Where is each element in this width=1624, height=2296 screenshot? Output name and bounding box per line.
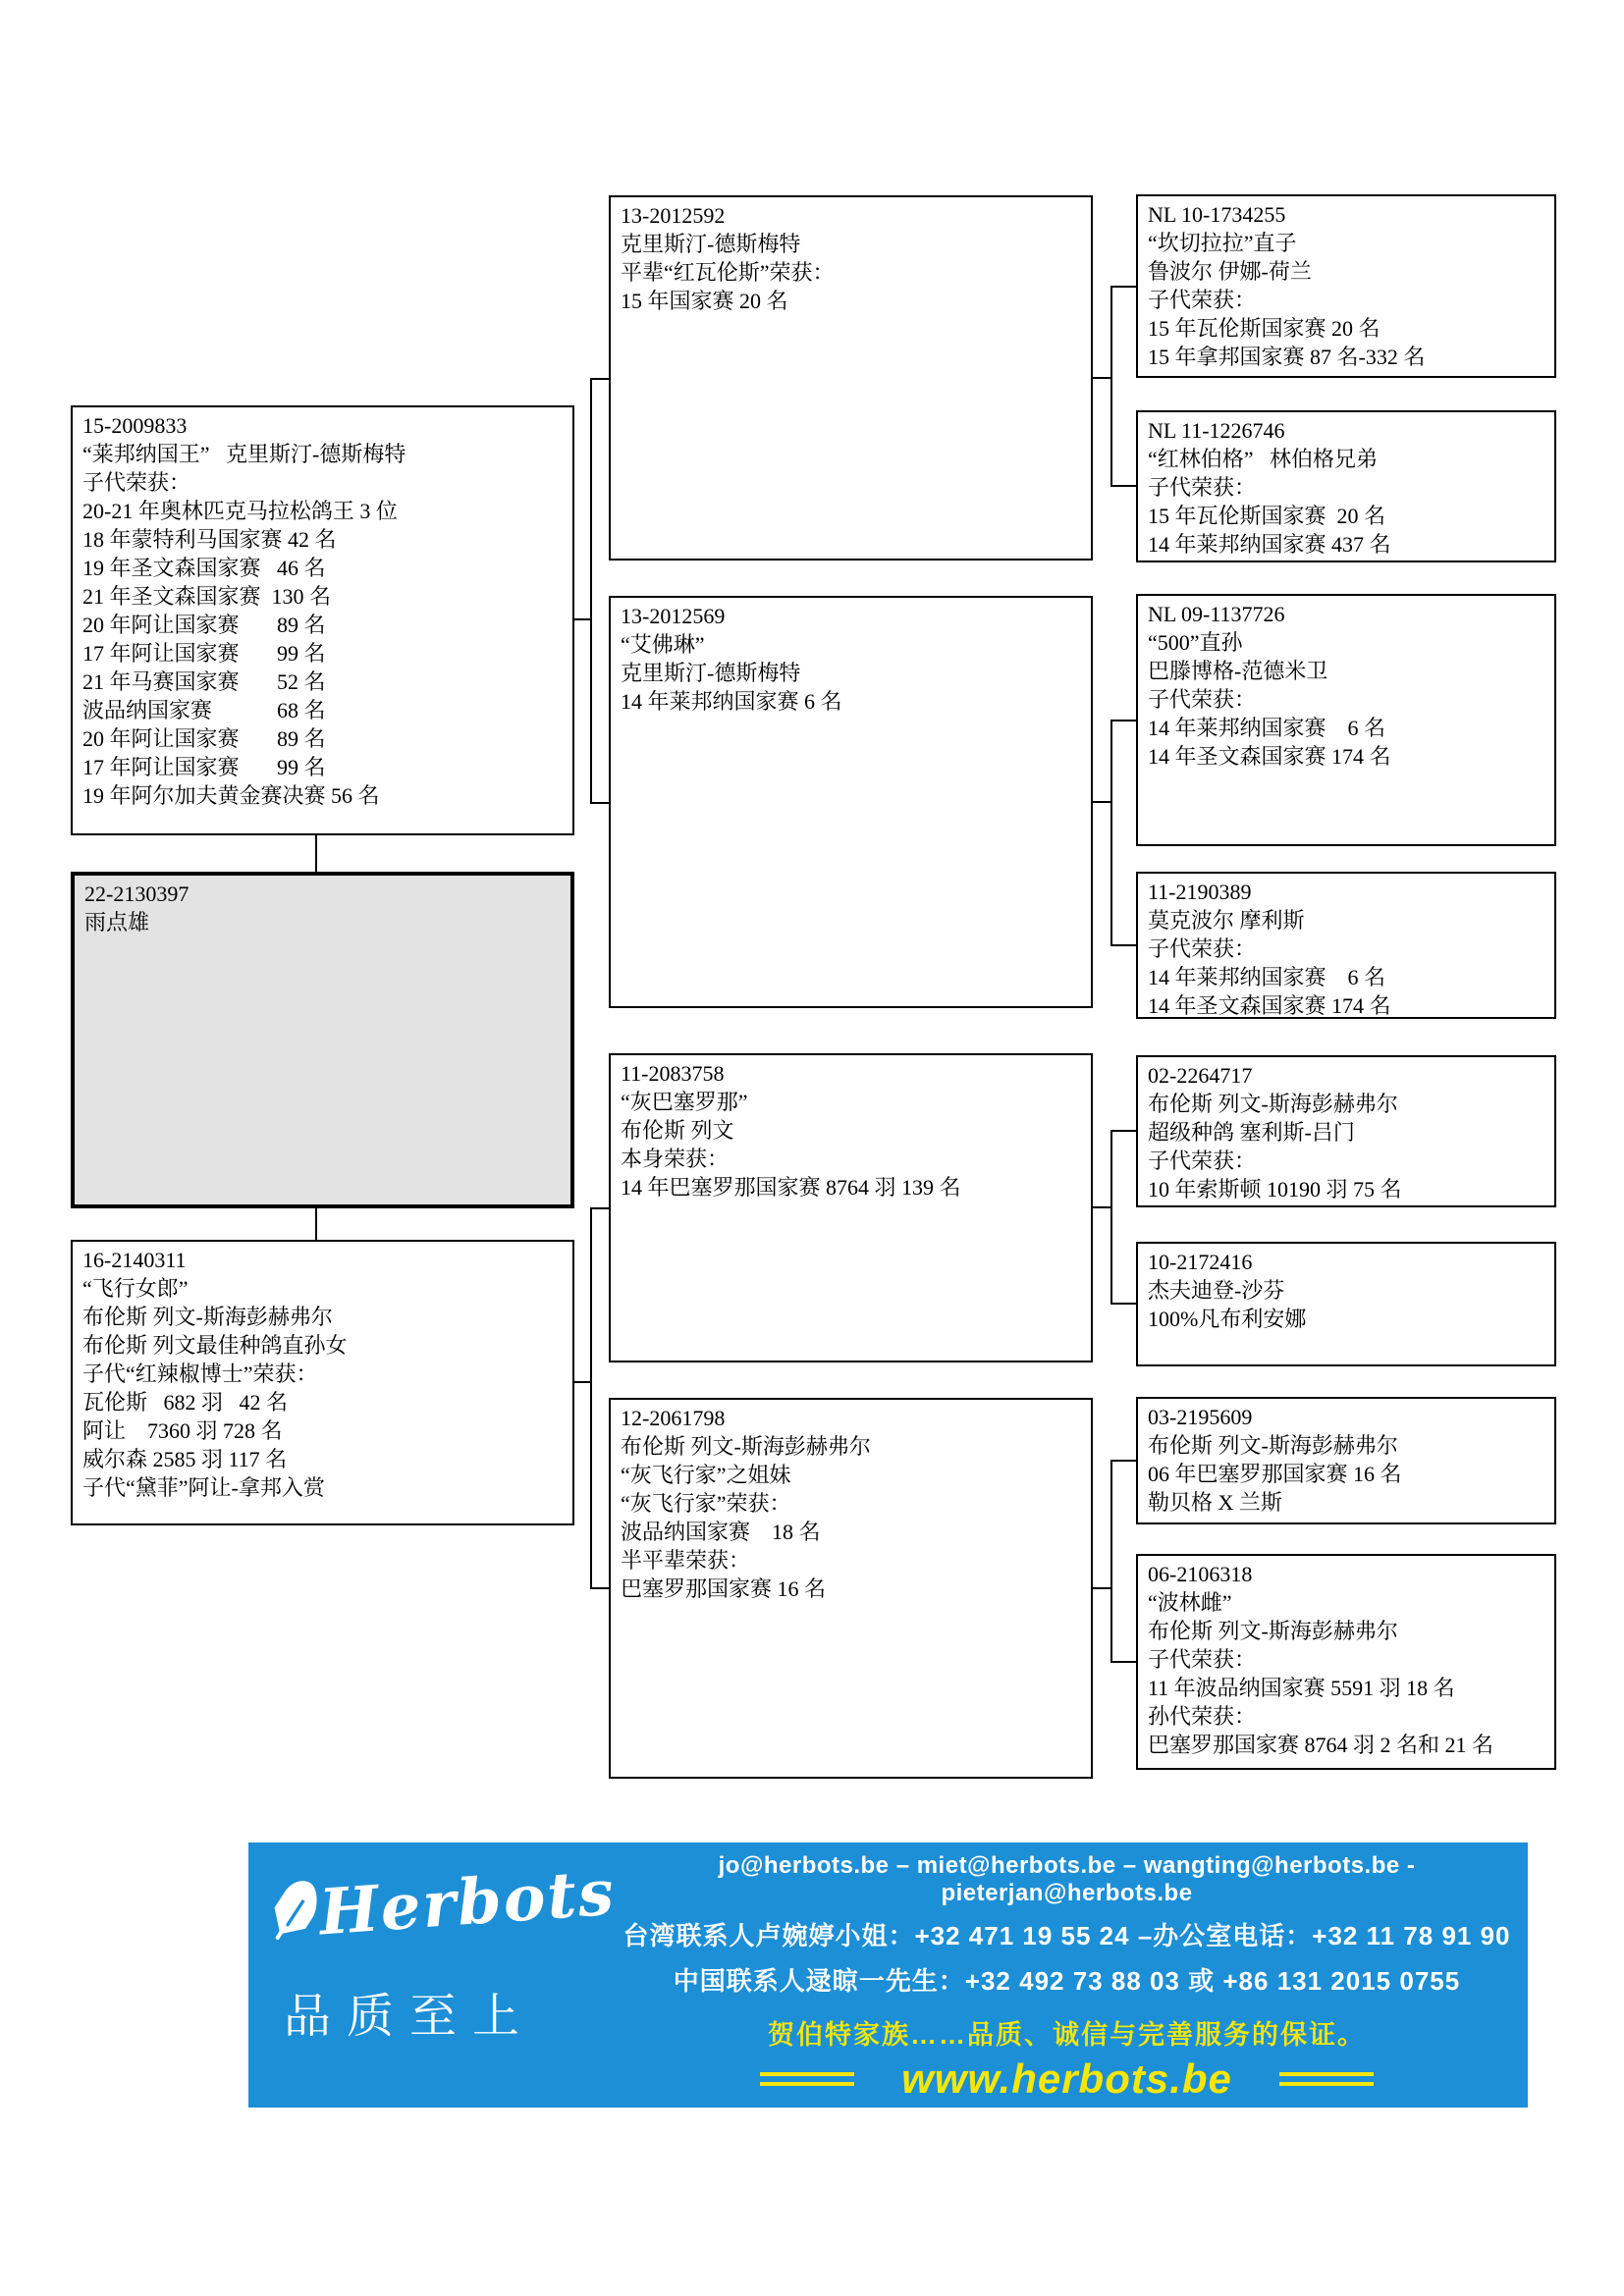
text-line: 平辈“红瓦伦斯”荣获：: [621, 260, 835, 285]
connector-line: [1093, 377, 1112, 379]
text-line: 14 年莱邦纳国家赛 6 名: [1148, 965, 1386, 989]
text-line: 子代荣获：: [1148, 1148, 1257, 1173]
text-line: 巴塞罗那国家赛 16 名: [621, 1576, 827, 1601]
connector-line: [1110, 1460, 1112, 1663]
connector-line: [1110, 286, 1136, 288]
text-line: 17 年阿让国家赛 99 名: [82, 641, 326, 666]
website-url[interactable]: www.herbots.be: [901, 2056, 1232, 2102]
text-line: 15 年瓦伦斯国家赛 20 名: [1148, 316, 1380, 341]
text-line: “灰飞行家”之姐妹: [621, 1463, 791, 1487]
text-line: 11-2190389: [1148, 880, 1252, 904]
text-line: 子代荣获：: [1148, 936, 1257, 961]
pedigree-box-granddam-maternal: [609, 1398, 1093, 1779]
connector-line: [1110, 1130, 1112, 1305]
text-line: “灰巴塞罗那”: [621, 1090, 748, 1114]
text-line: 22-2130397: [84, 881, 189, 906]
banner-url-row: [612, 2056, 1522, 2103]
connector-line: [315, 835, 317, 872]
text-line: 19 年圣文森国家赛 46 名: [82, 556, 326, 580]
text-line: “莱邦纳国王” 克里斯汀-德斯梅特: [82, 442, 406, 466]
text-line: “灰飞行家”荣获：: [621, 1491, 791, 1516]
text-line: 勒贝格 X 兰斯: [1148, 1490, 1282, 1515]
connector-line: [315, 1208, 317, 1240]
text-line: 02-2264717: [1148, 1063, 1253, 1088]
herbots-tagline: 品质至上: [284, 1991, 536, 2043]
text-line: 波品纳国家赛 68 名: [82, 698, 326, 722]
text-line: 20-21 年奥林匹克马拉松鸽王 3 位: [82, 499, 398, 523]
text-line: 14 年巴塞罗那国家赛 8764 羽 139 名: [621, 1175, 961, 1200]
pedigree-box-ggp3: [1136, 594, 1556, 846]
text-line: “波林雌”: [1148, 1590, 1232, 1615]
text-line: 威尔森 2585 羽 117 名: [82, 1447, 288, 1471]
connector-line: [1110, 720, 1112, 946]
text-line: 莫克波尔 摩利斯: [1148, 908, 1305, 933]
text-line: 瓦伦斯 682 羽 42 名: [82, 1390, 289, 1415]
pedigree-box-ggp5: [1136, 1055, 1556, 1207]
text-line: 21 年圣文森国家赛 130 名: [82, 584, 332, 609]
text-line: 布伦斯 列文-斯海彭赫弗尔: [1148, 1433, 1398, 1458]
text-line: 超级种鸽 塞利斯-吕门: [1148, 1120, 1355, 1145]
banner-contact-block: [612, 1852, 1522, 2103]
text-line: 10-2172416: [1148, 1250, 1253, 1274]
text-line: 14 年圣文森国家赛 174 名: [1148, 744, 1391, 769]
text-line: 克里斯汀-德斯梅特: [621, 232, 801, 256]
text-line: 100%凡布利安娜: [1148, 1307, 1307, 1331]
text-line: 子代荣获：: [82, 470, 191, 495]
text-line: 杰夫迪登-沙芬: [1148, 1278, 1285, 1303]
text-line: 18 年蒙特利马国家赛 42 名: [82, 527, 337, 552]
text-line: 06 年巴塞罗那国家赛 16 名: [1148, 1462, 1402, 1486]
text-line: 波品纳国家赛 18 名: [621, 1520, 821, 1544]
text-line: 布伦斯 列文: [621, 1118, 734, 1143]
connector-line: [1110, 1130, 1136, 1132]
text-line: 子代荣获：: [1148, 475, 1257, 500]
connector-line: [1110, 944, 1136, 946]
text-line: “坎切拉拉”直子: [1148, 231, 1297, 255]
text-line: 子代荣获：: [1148, 1647, 1257, 1672]
text-line: 本身荣获：: [621, 1147, 730, 1171]
connector-line: [1110, 1460, 1136, 1462]
text-line: NL 11-1226746: [1148, 418, 1285, 443]
text-line: 子代“红辣椒博士”荣获：: [82, 1362, 318, 1386]
pedigree-box-ggp1: [1136, 194, 1556, 378]
text-line: 14 年莱邦纳国家赛 6 名: [1148, 716, 1386, 740]
connector-line: [1093, 1587, 1112, 1589]
double-line-decoration: [760, 2072, 854, 2086]
text-line: 20 年阿让国家赛 89 名: [82, 613, 326, 637]
text-line: 15-2009833: [82, 413, 188, 438]
text-line: 子代荣获：: [1148, 687, 1257, 712]
text-line: 15 年瓦伦斯国家赛 20 名: [1148, 504, 1386, 528]
text-line: 子代荣获：: [1148, 288, 1257, 312]
text-line: 半平辈荣获：: [621, 1548, 751, 1573]
text-line: NL 09-1137726: [1148, 602, 1285, 626]
text-line: 20 年阿让国家赛 89 名: [82, 726, 326, 751]
pedigree-box-grandsire-maternal: [609, 1053, 1093, 1362]
text-line: 17 年阿让国家赛 99 名: [82, 755, 326, 779]
text-line: “红林伯格” 林伯格兄弟: [1148, 447, 1379, 471]
pedigree-box-mother: [71, 1240, 574, 1525]
connector-line: [590, 1207, 592, 1589]
connector-line: [1093, 1206, 1112, 1208]
text-line: 14 年莱邦纳国家赛 437 名: [1148, 532, 1391, 557]
banner-china-contact: 中国联系人逯晾一先生：+32 492 73 88 03 或 +86 131 2015 0755: [673, 1966, 1461, 1996]
pedigree-box-subject: [71, 872, 574, 1208]
banner-taiwan-contact: 台湾联系人卢婉婷小姐：+32 471 19 55 24 –办公室电话：+32 11 78 91 90: [623, 1921, 1511, 1950]
pedigree-box-ggp4: [1136, 872, 1556, 1019]
connector-line: [1110, 1661, 1136, 1663]
text-line: 11-2083758: [621, 1061, 725, 1086]
text-line: 布伦斯 列文-斯海彭赫弗尔: [1148, 1092, 1398, 1116]
herbots-logo-text: Herbots: [316, 1855, 619, 1950]
text-line: 孙代荣获：: [1148, 1704, 1257, 1729]
pedigree-box-ggp7: [1136, 1397, 1556, 1524]
banner-slogan: 贺伯特家族……品质、诚信与完善服务的保证。: [768, 2020, 1366, 2050]
connector-line: [1110, 720, 1136, 721]
connector-line: [590, 378, 609, 380]
text-line: 15 年国家赛 20 名: [621, 289, 788, 313]
text-line: 16-2140311: [82, 1248, 187, 1272]
connector-line: [1110, 286, 1112, 487]
connector-line: [590, 802, 609, 804]
connector-line: [1110, 1303, 1136, 1305]
text-line: 13-2012569: [621, 604, 726, 628]
text-line: 14 年莱邦纳国家赛 6 名: [621, 689, 842, 714]
text-line: 阿让 7360 羽 728 名: [82, 1418, 283, 1443]
text-line: 雨点雄: [84, 910, 150, 934]
text-line: 克里斯汀-德斯梅特: [621, 661, 801, 685]
connector-line: [590, 1207, 609, 1209]
text-line: 布伦斯 列文-斯海彭赫弗尔: [82, 1305, 333, 1329]
text-line: “艾佛琳”: [621, 632, 705, 657]
text-line: 12-2061798: [621, 1406, 726, 1430]
text-line: 11 年波品纳国家赛 5591 羽 18 名: [1148, 1676, 1455, 1700]
text-line: 14 年圣文森国家赛 174 名: [1148, 993, 1391, 1018]
connector-line: [590, 1587, 609, 1589]
text-line: NL 10-1734255: [1148, 202, 1286, 227]
text-line: 15 年拿邦国家赛 87 名-332 名: [1148, 345, 1426, 369]
text-line: 巴滕博格-范德米卫: [1148, 659, 1328, 683]
pedigree-box-grandsire-paternal: [609, 195, 1093, 561]
text-line: “500”直孙: [1148, 630, 1243, 655]
text-line: 13-2012592: [621, 203, 726, 228]
connector-line: [590, 378, 592, 804]
herbots-banner: [248, 1842, 1528, 2108]
pedigree-box-ggp6: [1136, 1242, 1556, 1366]
text-line: 子代“黛菲”阿让-拿邦入赏: [82, 1475, 325, 1500]
herbots-logo: [262, 1852, 625, 2098]
text-line: 10 年索斯顿 10190 羽 75 名: [1148, 1177, 1402, 1201]
pedigree-box-ggp2: [1136, 410, 1556, 562]
text-line: 布伦斯 列文-斯海彭赫弗尔: [1148, 1619, 1398, 1643]
text-line: “飞行女郎”: [82, 1276, 189, 1301]
text-line: 鲁波尔 伊娜-荷兰: [1148, 259, 1312, 284]
connector-line: [1093, 801, 1112, 803]
text-line: 巴塞罗那国家赛 8764 羽 2 名和 21 名: [1148, 1733, 1494, 1757]
text-line: 06-2106318: [1148, 1562, 1253, 1586]
pedigree-box-father: [71, 405, 574, 835]
connector-line: [1110, 485, 1136, 487]
banner-emails: jo@herbots.be – miet@herbots.be – wangting@herbots.be - pieterjan@herbots.be: [718, 1852, 1416, 1906]
double-line-decoration: [1279, 2072, 1374, 2086]
text-line: 19 年阿尔加夫黄金赛决赛 56 名: [82, 783, 380, 808]
text-line: 布伦斯 列文最佳种鸽直孙女: [82, 1333, 348, 1358]
pedigree-box-granddam-paternal: [609, 596, 1093, 1008]
text-line: 03-2195609: [1148, 1405, 1253, 1429]
text-line: 布伦斯 列文-斯海彭赫弗尔: [621, 1434, 871, 1459]
pedigree-box-ggp8: [1136, 1554, 1556, 1770]
text-line: 21 年马赛国家赛 52 名: [82, 669, 326, 694]
